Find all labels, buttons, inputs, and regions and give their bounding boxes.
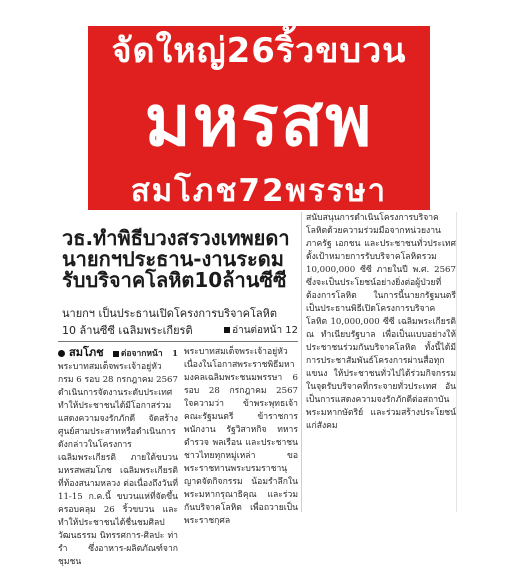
read-more[interactable] xyxy=(224,322,298,339)
deck-line-1: นายกฯ เป็นประธานเปิดโครงการบริจาคโลหิต xyxy=(62,307,278,320)
left-body-text: พระบาทสมเด็จพระเจ้าอยู่หัว กรม 6 รอบ 28 กรกฎาคม 2567 ดำเนินการจัดงานระดับประเทศ ทำให้ประชาชนได้มีโอกาสร่วมแสดงความจงรักภักดี จัดสร้างศูนย์สามประสาทหรือดำเนินการดังกล่าวในโครงการเฉลิมพระเกียรติ ภายใต้ขบวนมหรสพสมโภช เฉลิมพระเกียรติ ที่ท้องสนามหลวง ต่อเนื่องถึงวันที่ 11-15 ก.ค.นี้ ขบวนแห่ที่จัดขึ้น ครอบคลุม 26 ริ้วขบวน และทำให้ประชาชนได้ชื่นชมศิลปวัฒนธรรม นิทรรศการ-ศิลปะ ท่ารำ ซึ่งอาหาร-ผลิตภัณฑ์จากชุมชน xyxy=(58,362,178,567)
headline-line-3: สมโภช72พรรษา xyxy=(130,173,388,209)
deck xyxy=(62,305,298,339)
deck-line-2: 10 ล้านซีซี เฉลิมพระเกียรติ xyxy=(62,324,193,337)
kicker xyxy=(58,346,104,359)
subhead-line-2: นายกฯประธาน-งานระดม xyxy=(62,247,284,271)
kicker-label: สมโภช xyxy=(69,346,104,359)
continue-icon xyxy=(113,351,119,357)
subhead-line-3: รับบริจาคโลหิต10ล้านซีซี xyxy=(62,268,287,292)
subhead-line-1: วธ.ทำพิธีบวงสรวงเทพยดา xyxy=(62,226,290,250)
bullet-icon xyxy=(58,350,65,357)
section-rule xyxy=(58,341,298,342)
headline-line-1: จัดใหญ่26ริ้วขบวน xyxy=(111,31,407,71)
read-more-label: อ่านต่อหน้า 12 xyxy=(232,325,298,336)
middle-body-text: พระบาทสมเด็จพระเจ้าอยู่หัว เนื่องในโอกาสพระราชพิธีมหามงคลเฉลิมพระชนมพรรษา 6 รอบ 28 กรกฎาคม 2567 ใจความว่า ข้าพระพุทธเจ้า คณะรัฐมนตรี ข้าราชการ พนักงาน รัฐวิสาหกิจ ทหาร ตำรวจ พลเรือน และประชาชนชาวไทยทุกหมู่เหล่า ขอพระราชทานพระบรมราชานุญาตจัดกิจกรรม น้อมรำลึกในพระมหากรุณาธิคุณ และร่วมกันบริจาคโลหิต เพื่อถวายเป็นพระราชกุศล xyxy=(184,347,298,526)
subheadline xyxy=(62,228,298,291)
column-divider xyxy=(301,212,302,512)
headline-banner xyxy=(88,26,430,210)
right-body-text: สนับสนุนการดำเนินโครงการบริจาคโลหิตด้วยความร่วมมือจากหน่วยงานภาครัฐ เอกชน และประชาชนทั่วประเทศ ตั้งเป้าหมายการรับบริจาคโลหิตรวม 10,000,000 ซีซี ภายในปี พ.ศ. 2567 ซึ่งจะเป็นประโยชน์อย่างยิ่งต่อผู้ป่วยที่ต้องการโลหิต ในการนี้นายกรัฐมนตรี เป็นประธานพิธีเปิดโครงการบริจาคโลหิต 10,000,000 ซีซี เฉลิมพระเกียรติ ณ ทำเนียบรัฐบาล เพื่อเป็นแบบอย่างให้ประชาชนร่วมกันบริจาคโลหิต ทั้งนี้ได้มีการประชาสัมพันธ์โครงการผ่านสื่อทุกแขนง ให้ประชาชนทั่วไปได้ร่วมกิจกรรมในจุดรับบริจาคที่กระจายทั่วประเทศ อันเป็นการแสดงความจงรักภักดีต่อสถาบันพระมหากษัตริย์ และร่วมสร้างประโยชน์แก่สังคม xyxy=(306,213,456,431)
headline-line-2: มหรสพ xyxy=(144,80,374,162)
page-edge xyxy=(456,212,457,512)
deck-row-2 xyxy=(62,322,298,339)
continued-from-label: ต่อจากหน้า 1 xyxy=(120,349,178,359)
continued-from xyxy=(113,349,178,359)
continue-icon xyxy=(224,327,230,333)
article-column-right xyxy=(306,212,456,512)
article-column-middle xyxy=(184,346,298,526)
article-column-left xyxy=(58,346,178,567)
